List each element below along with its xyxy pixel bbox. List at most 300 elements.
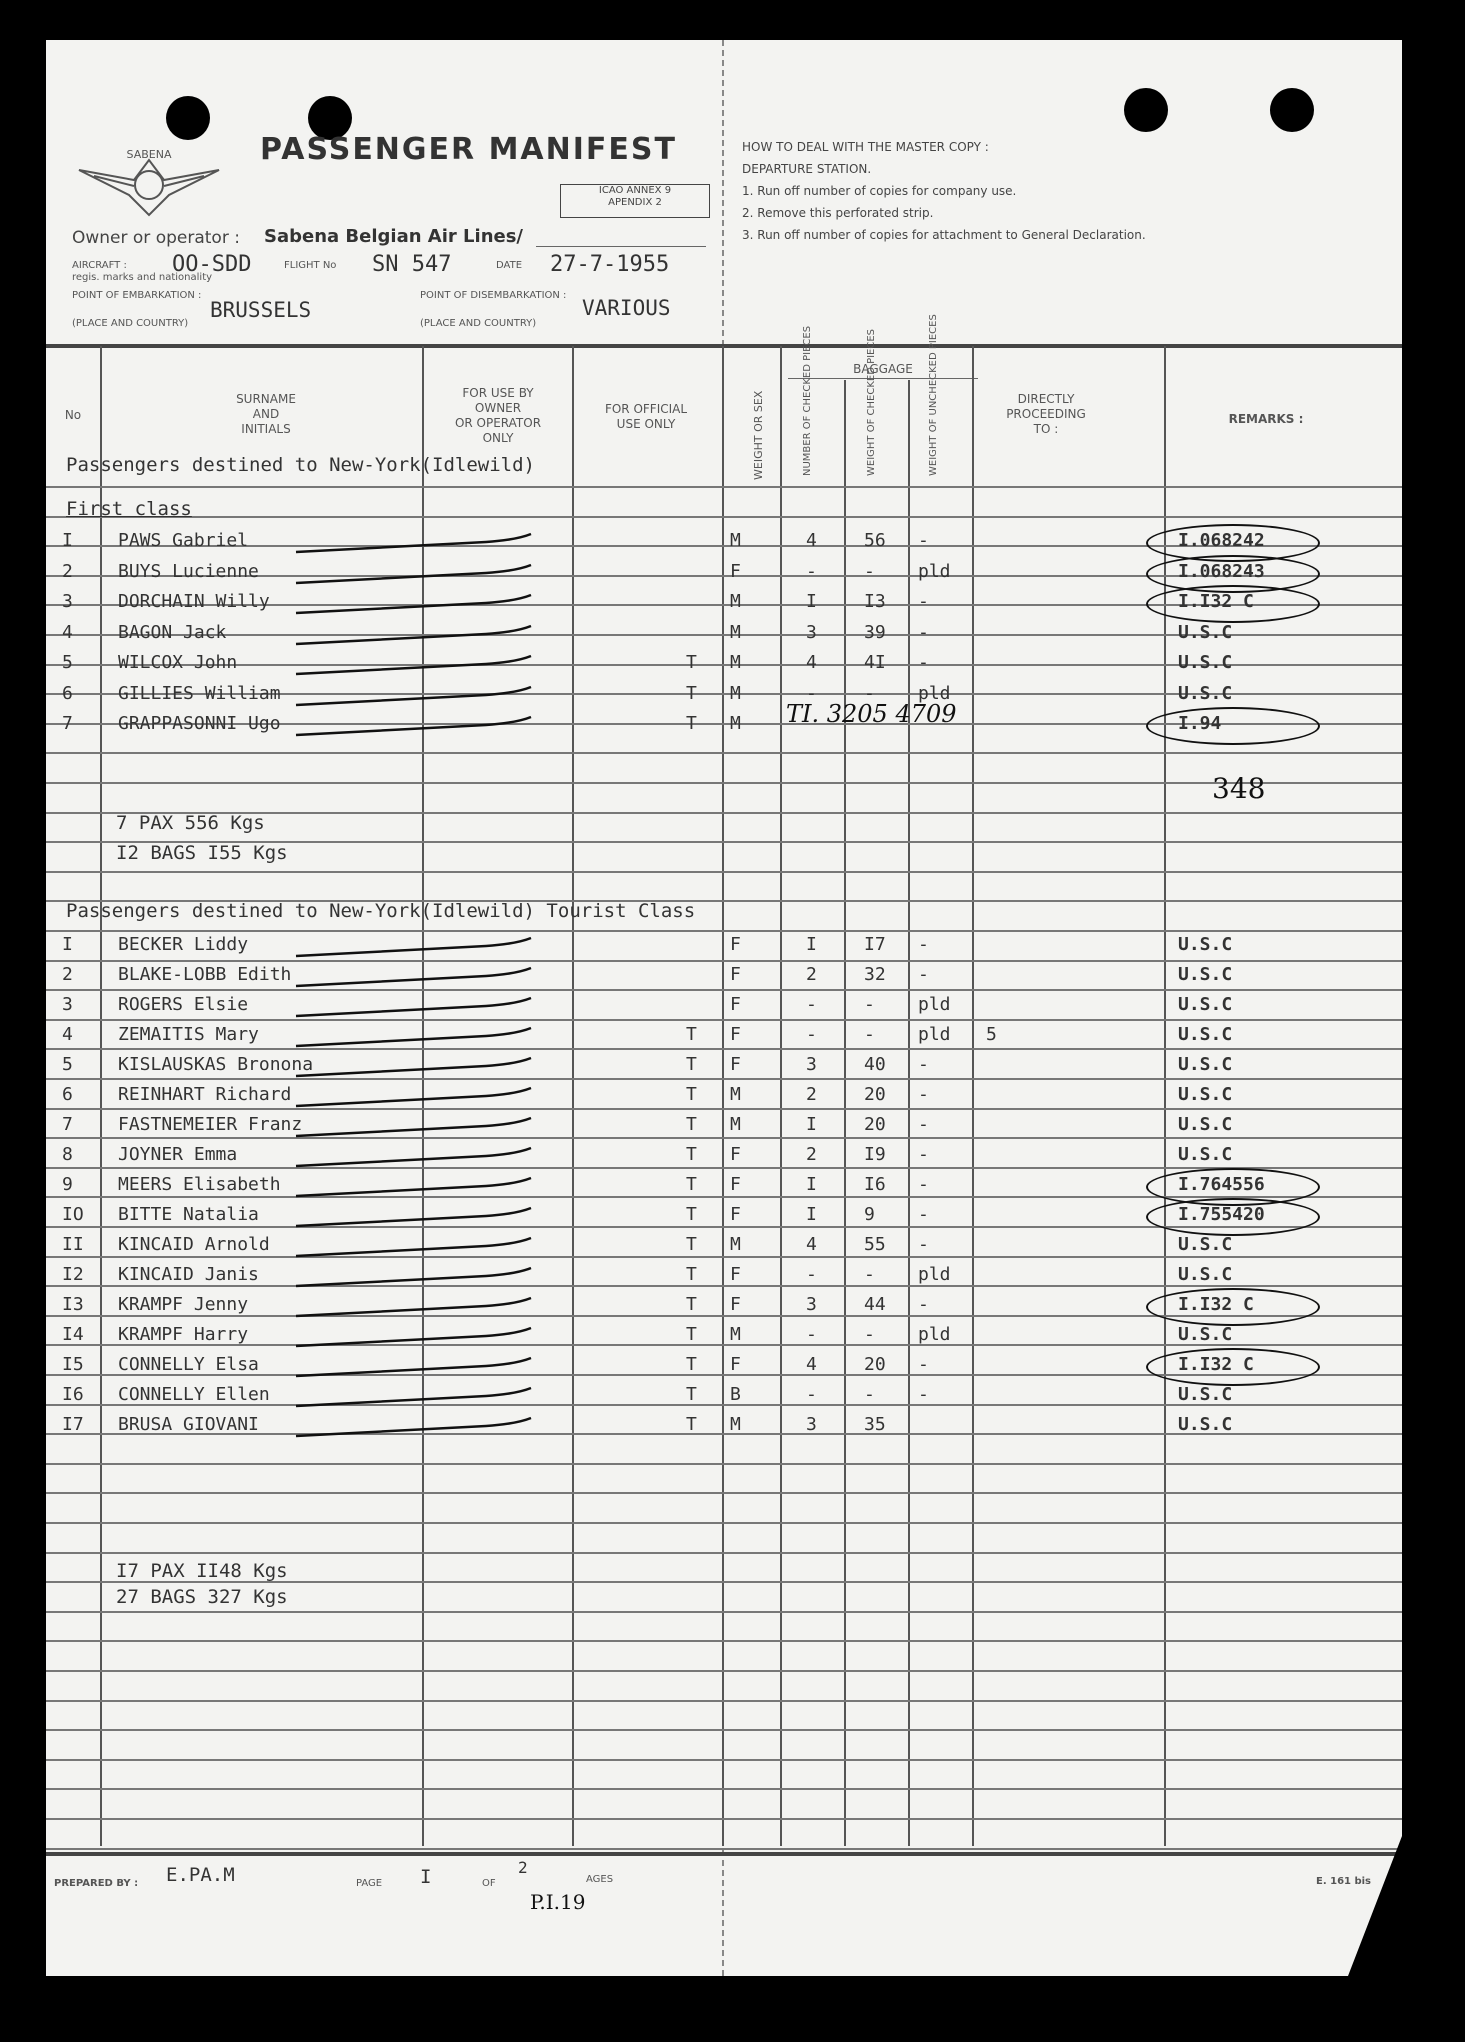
remarks-value: U.S.C	[1178, 622, 1233, 643]
check-stroke	[286, 1142, 546, 1172]
rule-line	[46, 1759, 1402, 1761]
check-stroke	[286, 1232, 546, 1262]
passenger-sex: M	[730, 622, 741, 643]
passenger-sex: M	[730, 1324, 741, 1345]
passenger-no: 3	[62, 994, 73, 1015]
remarks-value: U.S.C	[1178, 934, 1233, 955]
remarks-value: I.I32 C	[1178, 1354, 1254, 1375]
rule-line	[46, 1611, 1402, 1613]
rule-line	[46, 1788, 1402, 1790]
remarks-value: U.S.C	[1178, 652, 1233, 673]
passenger-no: 5	[62, 1054, 73, 1075]
passenger-row	[46, 1324, 1402, 1352]
disembark-value: VARIOUS	[582, 296, 671, 320]
col-owner-use	[428, 386, 568, 446]
instructions-heading: HOW TO DEAL WITH THE MASTER COPY :	[742, 140, 989, 154]
checked-pieces: -	[806, 561, 817, 582]
passenger-sex: F	[730, 1054, 741, 1075]
passenger-name: KRAMPF Jenny	[118, 1294, 249, 1315]
checked-pieces: -	[806, 1264, 817, 1285]
check-stroke	[286, 1292, 546, 1322]
icao-line: ICAO ANNEX 9	[598, 185, 672, 196]
passenger-sex: M	[730, 1114, 741, 1135]
owner-label: Owner or operator :	[72, 228, 240, 248]
col-surname-line: SURNAME	[236, 392, 296, 406]
aircraft-label: AIRCRAFT :	[72, 260, 127, 271]
checked-weight: 35	[864, 1414, 886, 1435]
passenger-name: CONNELLY Ellen	[118, 1384, 270, 1405]
unchecked-weight: -	[918, 1174, 929, 1195]
unchecked-weight: -	[918, 1114, 929, 1135]
unchecked-weight: pld	[918, 1024, 951, 1045]
col-proceeding	[982, 392, 1110, 437]
passenger-no: I4	[62, 1324, 84, 1345]
flight-value: SN 547	[372, 252, 452, 277]
form-code: E. 161 bis	[1316, 1876, 1372, 1887]
footer-divider	[46, 1852, 1402, 1856]
col-baggage: BAGGAGE	[853, 362, 913, 376]
checked-weight: -	[864, 1324, 875, 1345]
checked-pieces: I	[806, 591, 817, 612]
proceeding-to: 5	[986, 1024, 997, 1045]
page-label: PAGE	[356, 1878, 383, 1889]
unchecked-weight: -	[918, 1084, 929, 1105]
passenger-row	[46, 1414, 1402, 1442]
col-weight-unchecked: WEIGHT OF UNCHECKED PIECES	[928, 314, 939, 476]
col-owner-line: OR OPERATOR	[454, 416, 542, 430]
col-surname	[166, 392, 366, 437]
rule-line	[46, 1848, 1402, 1850]
remarks-value: U.S.C	[1178, 1084, 1233, 1105]
passenger-sex: F	[730, 1174, 741, 1195]
checked-weight: 39	[864, 622, 886, 643]
owner-underline	[536, 246, 706, 247]
checked-weight: 55	[864, 1234, 886, 1255]
rule-line	[46, 486, 1402, 488]
check-stroke	[286, 711, 546, 741]
header-divider	[46, 344, 1402, 348]
unchecked-weight: -	[918, 622, 929, 643]
official-mark: T	[686, 1084, 697, 1105]
passenger-sex: F	[730, 561, 741, 582]
passenger-sex: F	[730, 1204, 741, 1225]
passenger-name: KRAMPF Harry	[118, 1324, 249, 1345]
passenger-sex: F	[730, 1144, 741, 1165]
official-mark: T	[686, 1114, 697, 1135]
official-mark: T	[686, 1174, 697, 1195]
passenger-row	[46, 964, 1402, 992]
passenger-sex: F	[730, 964, 741, 985]
checked-weight: 20	[864, 1114, 886, 1135]
passenger-row	[46, 1384, 1402, 1412]
checked-weight: -	[864, 561, 875, 582]
rule-line	[46, 871, 1402, 873]
passenger-name: PAWS Gabriel	[118, 530, 249, 551]
official-mark: T	[686, 1264, 697, 1285]
official-mark: T	[686, 683, 697, 704]
checked-pieces: -	[806, 1024, 817, 1045]
col-official-use	[576, 402, 716, 432]
checked-pieces: 2	[806, 1084, 817, 1105]
embark-label: POINT OF EMBARKATION :	[72, 290, 202, 301]
checked-pieces: 3	[806, 1294, 817, 1315]
checked-weight: 4I	[864, 652, 886, 673]
official-mark: T	[686, 1354, 697, 1375]
official-mark: T	[686, 1234, 697, 1255]
passenger-row	[46, 1144, 1402, 1172]
instruction-step: 3. Run off number of copies for attachment to General Declaration.	[742, 228, 1146, 242]
passenger-sex: M	[730, 1414, 741, 1435]
passenger-name: BAGON Jack	[118, 622, 227, 643]
unchecked-weight: -	[918, 1234, 929, 1255]
passenger-name: DORCHAIN Willy	[118, 591, 270, 612]
passenger-row	[46, 1234, 1402, 1262]
remarks-value: I.I32 C	[1178, 1294, 1254, 1315]
punch-hole	[166, 96, 210, 140]
remarks-value: U.S.C	[1178, 1324, 1233, 1345]
col-official-line: FOR OFFICIAL	[604, 402, 688, 416]
baggage-underline	[788, 378, 978, 379]
unchecked-weight: -	[918, 1354, 929, 1375]
punch-hole	[1124, 88, 1168, 132]
passenger-no: 6	[62, 1084, 73, 1105]
checked-pieces: I	[806, 1204, 817, 1225]
passenger-name: BUYS Lucienne	[118, 561, 259, 582]
check-stroke	[286, 932, 546, 962]
handwritten-total: 348	[1212, 772, 1266, 805]
instructions	[742, 136, 1146, 246]
check-stroke	[286, 559, 546, 589]
passenger-name: JOYNER Emma	[118, 1144, 238, 1165]
passenger-row	[46, 530, 1402, 558]
passenger-row	[46, 1114, 1402, 1142]
checked-weight: -	[864, 1264, 875, 1285]
checked-pieces: 4	[806, 652, 817, 673]
rule-line	[46, 752, 1402, 754]
checked-pieces: -	[806, 1384, 817, 1405]
pages-label: AGES	[586, 1874, 614, 1885]
rule-line	[46, 1492, 1402, 1494]
passenger-no: I	[62, 934, 73, 955]
checked-pieces: 3	[806, 1414, 817, 1435]
remarks-circle	[1146, 1288, 1320, 1326]
passenger-no: 7	[62, 713, 73, 734]
check-stroke	[286, 528, 546, 558]
official-mark: T	[686, 1324, 697, 1345]
remarks-value: I.764556	[1178, 1174, 1265, 1195]
remarks-value: U.S.C	[1178, 994, 1233, 1015]
passenger-no: I2	[62, 1264, 84, 1285]
checked-weight: I9	[864, 1144, 886, 1165]
passenger-name: BECKER Liddy	[118, 934, 249, 955]
col-weight-checked: WEIGHT OF CHECKED PIECES	[866, 328, 877, 476]
checked-pieces: 4	[806, 1234, 817, 1255]
remarks-circle	[1146, 1198, 1320, 1236]
rule-line	[46, 1670, 1402, 1672]
official-mark: T	[686, 1294, 697, 1315]
unchecked-weight: -	[918, 1384, 929, 1405]
handwritten-page-ref: P.I.19	[530, 1890, 586, 1914]
remarks-value: U.S.C	[1178, 1054, 1233, 1075]
rule-line	[46, 1522, 1402, 1524]
passenger-no: 2	[62, 964, 73, 985]
passenger-sex: M	[730, 530, 741, 551]
checked-weight: -	[864, 1024, 875, 1045]
passenger-sex: M	[730, 652, 741, 673]
remarks-value: I.068242	[1178, 530, 1265, 551]
passenger-row	[46, 1204, 1402, 1232]
passenger-name: KISLAUSKAS Bronona	[118, 1054, 314, 1075]
passenger-no: 5	[62, 652, 73, 673]
passenger-row	[46, 934, 1402, 962]
passenger-name: GRAPPASONNI Ugo	[118, 713, 281, 734]
passenger-name: BITTE Natalia	[118, 1204, 259, 1225]
passenger-name: KINCAID Arnold	[118, 1234, 270, 1255]
official-mark: T	[686, 1384, 697, 1405]
check-stroke	[286, 1412, 546, 1442]
passenger-row	[46, 1294, 1402, 1322]
rule-line	[46, 1552, 1402, 1554]
col-surname-line: AND	[252, 407, 280, 421]
section1-subheading: First class	[66, 498, 192, 520]
unchecked-weight: pld	[918, 994, 951, 1015]
passenger-name: KINCAID Janis	[118, 1264, 259, 1285]
rule-line	[46, 1818, 1402, 1820]
rule-line	[46, 930, 1402, 932]
unchecked-weight: pld	[918, 1264, 951, 1285]
rule-line	[46, 1463, 1402, 1465]
owner-value: Sabena Belgian Air Lines/	[264, 226, 524, 247]
passenger-no: 7	[62, 1114, 73, 1135]
passenger-no: II	[62, 1234, 84, 1255]
passenger-name: FASTNEMEIER Franz	[118, 1114, 303, 1135]
remarks-value: U.S.C	[1178, 1144, 1233, 1165]
official-mark: T	[686, 1024, 697, 1045]
official-mark: T	[686, 652, 697, 673]
manifest-sheet	[46, 40, 1402, 1976]
passenger-no: 2	[62, 561, 73, 582]
col-num-checked: NUMBER OF CHECKED PIECES	[802, 325, 813, 476]
passenger-sex: F	[730, 1024, 741, 1045]
checked-pieces: I	[806, 1174, 817, 1195]
of-label: OF	[482, 1878, 496, 1889]
passenger-no: 8	[62, 1144, 73, 1165]
rule-line	[46, 1700, 1402, 1702]
prepared-value: E.PA.M	[166, 1864, 235, 1886]
icao-box	[560, 184, 710, 218]
svg-text:SABENA: SABENA	[126, 148, 172, 161]
remarks-value: U.S.C	[1178, 964, 1233, 985]
unchecked-weight: -	[918, 1294, 929, 1315]
check-stroke	[286, 1352, 546, 1382]
passenger-sex: M	[730, 591, 741, 612]
flight-label: FLIGHT No	[284, 260, 337, 271]
col-owner-line: OWNER	[474, 401, 522, 415]
passenger-no: 3	[62, 591, 73, 612]
remarks-circle	[1146, 707, 1320, 745]
passenger-sex: F	[730, 934, 741, 955]
remarks-value: U.S.C	[1178, 1024, 1233, 1045]
check-stroke	[286, 992, 546, 1022]
unchecked-weight: -	[918, 591, 929, 612]
passenger-no: I7	[62, 1414, 84, 1435]
check-stroke	[286, 1082, 546, 1112]
remarks-value: I.I32 C	[1178, 591, 1254, 612]
aircraft-sub: regis. marks and nationality	[72, 272, 213, 283]
check-stroke	[286, 1172, 546, 1202]
col-weight-sex: WEIGHT OR SEX	[752, 390, 765, 480]
remarks-circle	[1146, 585, 1320, 623]
passenger-sex: B	[730, 1384, 741, 1405]
instruction-step: 1. Run off number of copies for company use.	[742, 184, 1017, 198]
remarks-value: I.94	[1178, 713, 1222, 734]
page-value: I	[420, 1866, 432, 1888]
remarks-value: U.S.C	[1178, 1234, 1233, 1255]
passenger-row	[46, 1354, 1402, 1382]
sabena-logo	[74, 140, 224, 220]
passenger-no: I	[62, 530, 73, 551]
remarks-value: U.S.C	[1178, 1414, 1233, 1435]
unchecked-weight: pld	[918, 683, 951, 704]
official-mark: T	[686, 713, 697, 734]
check-stroke	[286, 1382, 546, 1412]
check-stroke	[286, 1202, 546, 1232]
passenger-no: 4	[62, 1024, 73, 1045]
official-mark: T	[686, 1204, 697, 1225]
instruction-step: 2. Remove this perforated strip.	[742, 206, 934, 220]
section1-total-pax: 7 PAX 556 Kgs	[116, 812, 265, 834]
passenger-no: I3	[62, 1294, 84, 1315]
section2-heading: Passengers destined to New-York(Idlewild) Tourist Class	[66, 900, 696, 922]
disembark-sub: (PLACE AND COUNTRY)	[420, 318, 537, 329]
official-mark: T	[686, 1144, 697, 1165]
remarks-value: U.S.C	[1178, 1384, 1233, 1405]
section2-total-pax: I7 PAX II48 Kgs	[116, 1560, 288, 1582]
punch-hole	[1270, 88, 1314, 132]
rule-line	[46, 516, 1402, 518]
passenger-name: BRUSA GIOVANI	[118, 1414, 259, 1435]
checked-pieces: 3	[806, 622, 817, 643]
checked-pieces: -	[806, 994, 817, 1015]
passenger-sex: F	[730, 1354, 741, 1375]
col-owner-line: ONLY	[482, 431, 514, 445]
passenger-name: ZEMAITIS Mary	[118, 1024, 259, 1045]
col-proceed-line: DIRECTLY	[1017, 392, 1075, 406]
checked-weight: -	[864, 994, 875, 1015]
of-value: 2	[518, 1858, 528, 1877]
passenger-row	[46, 652, 1402, 680]
aircraft-value: OO-SDD	[172, 252, 252, 277]
checked-pieces: -	[806, 683, 817, 704]
check-stroke	[286, 1262, 546, 1292]
col-surname-line: INITIALS	[241, 422, 291, 436]
checked-weight: -	[864, 683, 875, 704]
checked-weight: 32	[864, 964, 886, 985]
passenger-name: ROGERS Elsie	[118, 994, 249, 1015]
handwritten-ticket: TI. 3205 4709	[786, 700, 957, 728]
check-stroke	[286, 1022, 546, 1052]
unchecked-weight: pld	[918, 561, 951, 582]
checked-weight: I6	[864, 1174, 886, 1195]
col-remarks: REMARKS :	[1228, 412, 1304, 426]
checked-pieces: 3	[806, 1054, 817, 1075]
check-stroke	[286, 1112, 546, 1142]
unchecked-weight: -	[918, 1144, 929, 1165]
unchecked-weight: -	[918, 530, 929, 551]
checked-pieces: -	[806, 1324, 817, 1345]
check-stroke	[286, 620, 546, 650]
page-title: PASSENGER MANIFEST	[260, 132, 677, 167]
passenger-sex: F	[730, 994, 741, 1015]
instructions-sub: DEPARTURE STATION.	[742, 162, 872, 176]
check-stroke	[286, 1322, 546, 1352]
checked-weight: 56	[864, 530, 886, 551]
passenger-no: I5	[62, 1354, 84, 1375]
remarks-value: I.068243	[1178, 561, 1265, 582]
check-stroke	[286, 1052, 546, 1082]
col-proceed-line: TO :	[1033, 422, 1059, 436]
checked-weight: -	[864, 1384, 875, 1405]
passenger-name: BLAKE-LOBB Edith	[118, 964, 292, 985]
checked-pieces: I	[806, 934, 817, 955]
checked-weight: I7	[864, 934, 886, 955]
passenger-row	[46, 1054, 1402, 1082]
checked-weight: 9	[864, 1204, 875, 1225]
unchecked-weight: -	[918, 1054, 929, 1075]
passenger-name: MEERS Elisabeth	[118, 1174, 281, 1195]
col-owner-line: FOR USE BY	[462, 386, 534, 400]
passenger-sex: M	[730, 1084, 741, 1105]
passenger-row	[46, 622, 1402, 650]
checked-weight: 40	[864, 1054, 886, 1075]
passenger-no: I6	[62, 1384, 84, 1405]
check-stroke	[286, 681, 546, 711]
passenger-no: 9	[62, 1174, 73, 1195]
passenger-name: REINHART Richard	[118, 1084, 292, 1105]
passenger-row	[46, 683, 1402, 711]
embark-value: BRUSSELS	[210, 298, 312, 322]
unchecked-weight: -	[918, 652, 929, 673]
checked-pieces: 4	[806, 1354, 817, 1375]
passenger-name: CONNELLY Elsa	[118, 1354, 259, 1375]
checked-pieces: I	[806, 1114, 817, 1135]
unchecked-weight: -	[918, 1204, 929, 1225]
unchecked-weight: -	[918, 964, 929, 985]
section1-total-bags: I2 BAGS I55 Kgs	[116, 842, 288, 864]
checked-weight: 44	[864, 1294, 886, 1315]
col-official-line: USE ONLY	[616, 417, 676, 431]
official-mark: T	[686, 1414, 697, 1435]
disembark-label: POINT OF DISEMBARKATION :	[420, 290, 567, 301]
passenger-row	[46, 1264, 1402, 1292]
passenger-row	[46, 1174, 1402, 1202]
passenger-row	[46, 1024, 1402, 1052]
icao-line: APENDIX 2	[608, 197, 662, 208]
date-label: DATE	[496, 260, 523, 271]
rule-line	[46, 782, 1402, 784]
passenger-no: IO	[62, 1204, 84, 1225]
col-no: No	[64, 408, 82, 422]
prepared-label: PREPARED BY :	[54, 1878, 139, 1889]
checked-pieces: 4	[806, 530, 817, 551]
passenger-name: GILLIES William	[118, 683, 281, 704]
col-proceed-line: PROCEEDING	[1006, 407, 1086, 421]
checked-weight: 20	[864, 1084, 886, 1105]
official-mark: T	[686, 1054, 697, 1075]
passenger-no: 4	[62, 622, 73, 643]
remarks-value: U.S.C	[1178, 683, 1233, 704]
remarks-value: U.S.C	[1178, 1264, 1233, 1285]
